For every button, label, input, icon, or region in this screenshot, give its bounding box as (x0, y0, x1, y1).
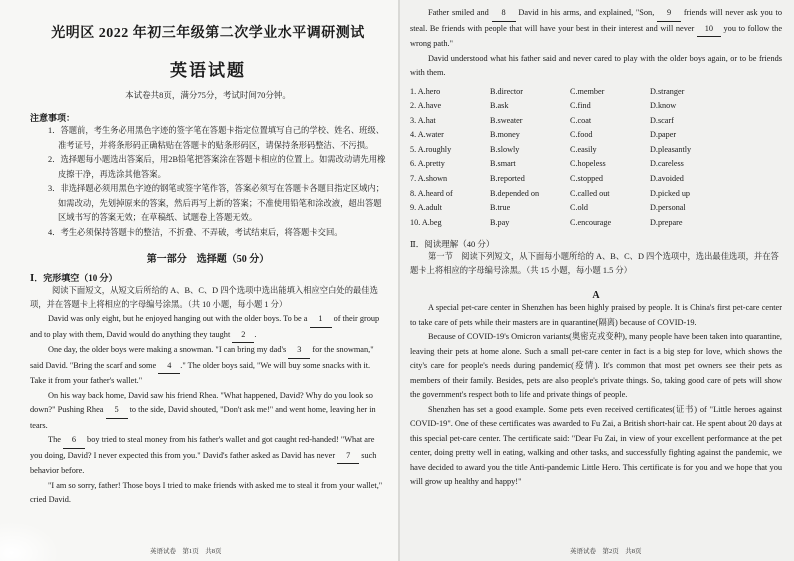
blank-number: 7 (337, 449, 359, 465)
blank-number: 10 (697, 22, 721, 38)
paragraph: The 6 boy tried to steal money from his father's wallet and got caught red-handed! "What are you doing, David? I never expected this from you." David's father asked as David has never 7 such behavior before. (30, 435, 377, 475)
option-cell: 8. A.heard of (410, 188, 453, 198)
paragraph: David was only eight, but he enjoyed hanging out with the older boys. To be a 1 of their group and to play with them, David would do anything they taught 2 . (30, 312, 386, 343)
subject-title: 英语试题 (170, 61, 246, 80)
section1-heading: Ⅰ．完形填空（10 分） (30, 273, 118, 283)
option-row (410, 128, 782, 143)
cloze-passage-continued (410, 6, 782, 81)
option-cell: 10. A.beg (410, 217, 442, 227)
option-cell: 4. A.water (410, 130, 444, 140)
option-cell: B.pay (490, 217, 510, 227)
blank-number: 8 (492, 6, 516, 22)
passage-paragraph: Shenzhen has set a good example. Some pets even received certificates(证书) of "Little heroes against COVID-19". One of these certificates was awarded to Fu Zai, a British short-hair cat. He spent about 20 days at this special pet-care center. The certificate said: "Dear Fu Zai, in view of your excellent performance at the pet center, doing pretty well in eating, walking and other tasks, and successfully fighting against the pandemic, we have decided to award you the title Anti-pandemic Little Hero. This certificate is for you and we hope that you will grow up healthy and happy!" (410, 404, 782, 487)
option-cell: C.encourage (570, 217, 612, 227)
option-cell: B.slowly (490, 144, 520, 154)
notice-item: 1．答题前，考生务必用黑色字迹的签字笔在答题卡指定位置填写自己的学校、姓名、班级、准考证号，并将条形码正确粘贴在答题卡的贴条形码区，请保持条形码整洁、不污损。 (48, 126, 385, 150)
blank-number: 9 (657, 6, 681, 22)
right-page (400, 0, 794, 561)
exam-info: 本试卷共8页，满分75分，考试时间70分钟。 (125, 90, 291, 100)
option-cell: B.depended on (490, 188, 540, 198)
section2-instruction: 第一节 阅读下列短文，从下面每小题所给的 A、B、C、D 四个选项中，选出最佳选项，并在答题卡上将相应的字母编号涂黑。（共 15 小题，每小题 1.5 分） (410, 252, 779, 276)
option-cell: C.food (570, 130, 593, 140)
notice-item: 2．选择题每小题选出答案后，用2B铅笔把答案涂在答题卡相应的位置上。如需改动请先用橡皮擦干净，再选涂其他答案。 (48, 155, 386, 179)
notice-item: 4．考生必须保持答题卡的整洁，不折叠、不弄破，考试结束后，将答题卡交回。 (48, 227, 343, 237)
page-footer: 英语试卷 第2页 共8页 (570, 548, 642, 555)
paragraph: "I am so sorry, father! Those boys I tried to make friends with asked me to steal it from your wallet," cried David. (30, 480, 383, 504)
blank-number: 3 (288, 343, 310, 359)
option-cell: D.personal (650, 203, 686, 213)
option-row (410, 114, 782, 129)
scan-smudge (0, 521, 60, 561)
option-cell: D.careless (650, 159, 684, 169)
option-row (410, 201, 782, 216)
option-cell: D.pleasantly (650, 144, 692, 154)
option-cell: D.scarf (650, 115, 674, 125)
options-table (410, 85, 782, 231)
option-cell: C.find (570, 101, 591, 111)
paragraph: David understood what his father said and never cared to play with the older boys again, or to be friends with them. (410, 53, 782, 77)
blank-number: 1 (310, 312, 332, 328)
blank-number: 2 (232, 328, 254, 344)
option-cell: B.smart (490, 159, 516, 169)
option-row (410, 187, 782, 202)
option-cell: D.know (650, 101, 677, 111)
page-footer: 英语试卷 第1页 共8页 (150, 548, 222, 555)
option-cell: C.stopped (570, 174, 603, 184)
blank-number: 5 (106, 403, 128, 419)
option-cell: D.prepare (650, 217, 683, 227)
cloze-passage (30, 312, 386, 508)
option-cell: C.coat (570, 115, 592, 125)
option-cell: D.avoided (650, 174, 684, 184)
option-cell: D.paper (650, 130, 677, 140)
blank-number: 4 (158, 359, 180, 375)
section1-instruction: 阅读下面短文，从短文后所给的 A、B、C、D 四个选项中选出能填入相应空白处的最佳选项，并在答题卡上将相应的字母编号涂黑。（共 10 小题，每小题 1 分） (30, 286, 378, 309)
paragraph: On his way back home, David saw his friend Rhea. "What happened, David? Why do you look so down?" Pushing Rhea 5 to the side, David shouted, "Don't ask me!" and went home, leaving her in tears. (30, 390, 376, 430)
notice-list (30, 124, 386, 240)
passage-paragraph: A special pet-care center in Shenzhen has been highly praised by people. It is China's first pet-care center to take care of pets while their masters are in quarantine(隔离) because of COVID-19. (410, 303, 782, 327)
blank-number: 6 (63, 433, 85, 449)
option-cell: C.easily (570, 144, 597, 154)
option-cell: B.ask (490, 101, 509, 111)
paragraph: Father smiled and 8 David in his arms, and explained, "Son, 9 friends will never ask you to steal. Be friends with people that will have your best in their interest and will never 10 you to follow the wrong path." (410, 8, 783, 48)
option-row (410, 172, 782, 187)
option-row (410, 85, 782, 100)
paragraph: One day, the older boys were making a snowman. "I can bring my dad's 3 for the snowman," said David. "Bring the scarf and some 4 ." The older boys said, "We will buy some snacks with it. Take it from your father's wallet." (30, 345, 374, 385)
option-cell: B.true (490, 203, 511, 213)
option-cell: C.old (570, 203, 588, 213)
option-row (410, 157, 782, 172)
notice-item: 3．非选择题必须用黑色字迹的钢笔或签字笔作答，答案必须写在答题卡各题目指定区域内；如需改动，先划掉原来的答案，然后再写上新的答案；不准使用铅笔和涂改液，超出答题区域书写的答案无效；在草稿纸、试题卷上答题无效。 (48, 184, 385, 222)
option-cell: C.called out (570, 188, 610, 198)
option-cell: D.picked up (650, 188, 691, 198)
part-heading: 第一部分 选择题（50 分） (146, 254, 270, 265)
option-row (410, 216, 782, 231)
option-cell: D.stranger (650, 86, 685, 96)
option-cell: 5. A.roughly (410, 144, 452, 154)
option-cell: C.hopeless (570, 159, 606, 169)
option-cell: C.member (570, 86, 605, 96)
exam-title: 光明区 2022 年初三年级第二次学业水平调研测试 (51, 26, 365, 41)
option-cell: 1. A.hero (410, 86, 441, 96)
passage-label: A (592, 290, 600, 302)
notice-heading: 注意事项： (30, 113, 76, 123)
option-cell: 9. A.adult (410, 203, 443, 213)
section2-heading: Ⅱ．阅读理解（40 分） (410, 239, 495, 250)
passage-paragraph: Because of COVID-19's Omicron variants(奥密克戎变种), many people have been taken into quarantine, leaving their pets at home alone. Such a small pet-care center in fact is a big step for love, which shows the city's care for people's needs during pandemic(疫情). It's common that most pet owners see their pets as members of their family. Besides, pets are also people's private things. So, taking good care of pets will show the government's respect both to life and private things of people. (410, 332, 782, 400)
option-cell: B.sweater (490, 115, 523, 125)
option-cell: B.reported (490, 174, 525, 184)
option-cell: 3. A.hat (410, 115, 436, 125)
option-row (410, 143, 782, 158)
option-row (410, 99, 782, 114)
reading-passage (410, 301, 782, 490)
option-cell: 6. A.pretty (410, 159, 445, 169)
option-cell: B.money (490, 130, 520, 140)
option-cell: B.director (490, 86, 523, 96)
option-cell: 2. A.have (410, 101, 442, 111)
option-cell: 7. A.shown (410, 174, 448, 184)
